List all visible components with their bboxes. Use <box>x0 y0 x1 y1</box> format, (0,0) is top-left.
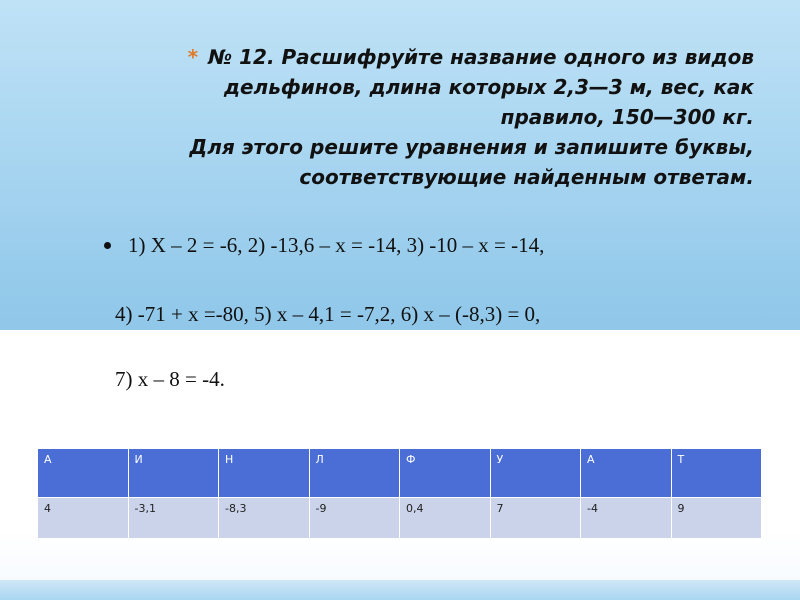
value-cell: 0,4 <box>400 498 491 539</box>
values-row <box>38 498 762 539</box>
equation-line-2: 4) -71 + х =-80, 5) х – 4,1 = -7,2, 6) х – (-8,3) = 0, <box>115 302 541 326</box>
bullet-dot-icon <box>104 242 111 249</box>
value-cell: -8,3 <box>219 498 310 539</box>
letter-cell: Ф <box>400 449 491 498</box>
letter-cell: Н <box>219 449 310 498</box>
value-cell: -9 <box>309 498 400 539</box>
background-bottom-edge <box>0 580 800 600</box>
value-cell: -3,1 <box>128 498 219 539</box>
letter-cell: У <box>490 449 581 498</box>
letter-cell: Л <box>309 449 400 498</box>
title-line-4: Для этого решите уравнения и запишите буквы, <box>189 135 754 159</box>
letter-cell: Т <box>671 449 762 498</box>
task-title <box>54 42 754 192</box>
value-cell: -4 <box>581 498 672 539</box>
letters-row <box>38 449 762 498</box>
title-line-2: дельфинов, длина которых 2,3—3 м, вес, как <box>223 75 754 99</box>
letter-cell: А <box>581 449 672 498</box>
title-line-1 <box>54 42 754 72</box>
answers-table <box>37 448 762 539</box>
star-bullet-icon: * <box>187 45 199 69</box>
title-line-3: правило, 150—300 кг. <box>500 105 754 129</box>
value-cell: 7 <box>490 498 581 539</box>
equation-line-1: 1) Х – 2 = -6, 2) -13,6 – х = -14, 3) -10 – х = -14, <box>128 233 545 257</box>
letter-cell: А <box>38 449 129 498</box>
value-cell: 4 <box>38 498 129 539</box>
letter-cell: И <box>128 449 219 498</box>
title-text-1: № 12. Расшифруйте название одного из видов <box>208 45 754 69</box>
title-line-5: соответствующие найденным ответам. <box>299 165 754 189</box>
equation-line-3: 7) х – 8 = -4. <box>115 367 225 391</box>
value-cell: 9 <box>671 498 762 539</box>
